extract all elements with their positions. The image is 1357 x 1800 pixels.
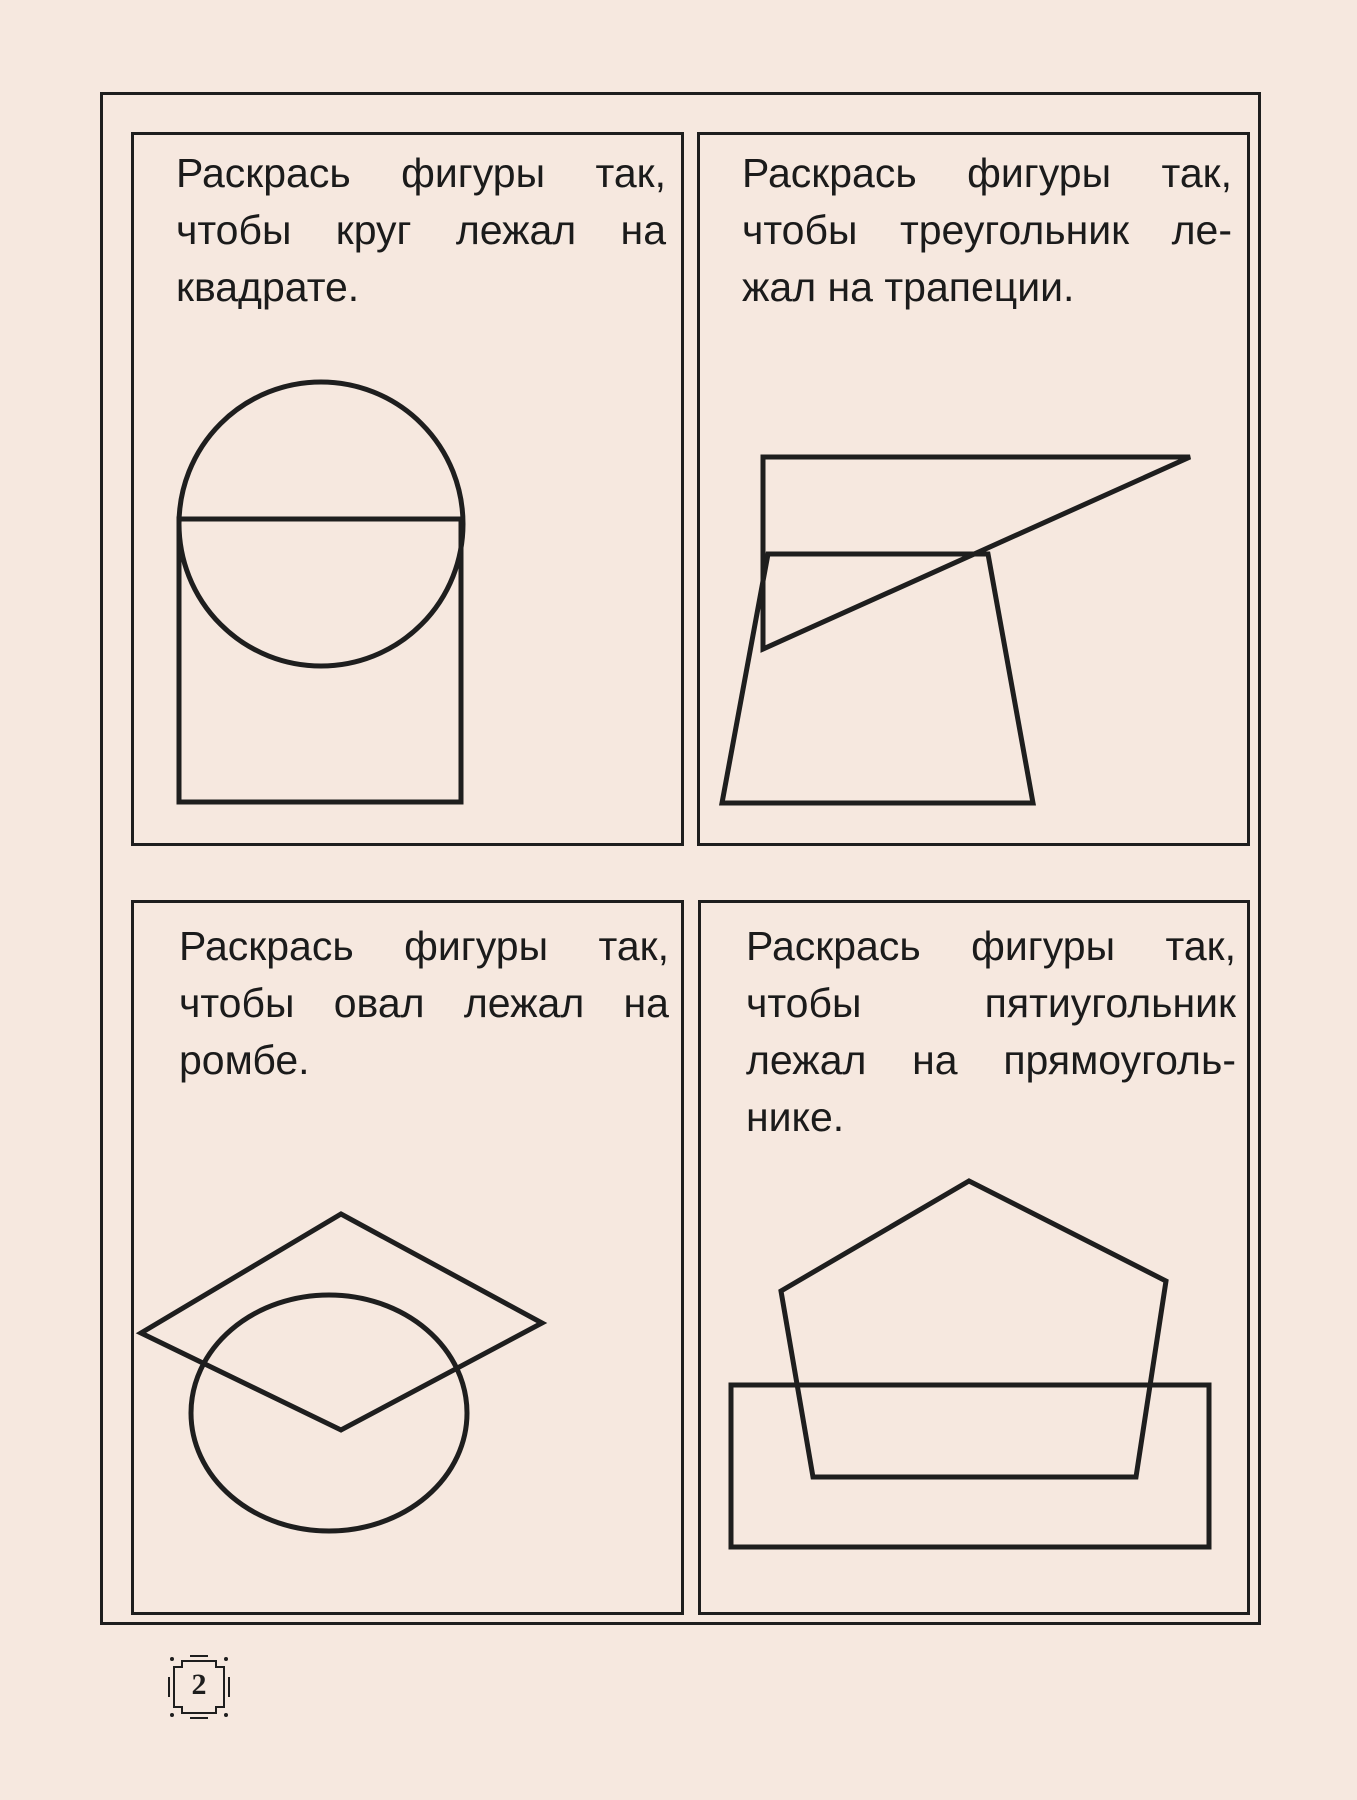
task-panel-oval-rhombus [131, 900, 684, 1615]
task-panel-circle-square [131, 132, 684, 846]
oval-on-rhombus-figure [134, 903, 684, 1615]
circle-on-square-figure [134, 135, 684, 846]
task-instruction-2: Раскрась фигуры так, чтобы треугольник ле-жал на трапеции. [742, 150, 1232, 310]
pentagon-on-rectangle-figure [701, 903, 1250, 1615]
task-instruction-1: Раскрась фигуры так, чтобы круг лежал на квадрате. [176, 150, 666, 310]
task-instruction-4: Раскрась фигуры так, чтобы пятиугольник лежал на прямоуголь-нике. [746, 923, 1236, 1140]
page-number: 2 [191, 1668, 207, 1701]
trapezoid-shape[interactable] [722, 554, 1033, 803]
rhombus-shape[interactable] [141, 1214, 542, 1430]
task-panel-triangle-trapezoid [697, 132, 1250, 846]
task-instruction-3: Раскрась фигуры так, чтобы овал лежал на ромбе. [179, 923, 669, 1083]
page-number-badge [168, 1655, 230, 1719]
circle-shape[interactable] [179, 382, 463, 666]
pentagon-shape[interactable] [781, 1181, 1166, 1477]
task-panel-pentagon-rectangle [698, 900, 1250, 1615]
square-shape[interactable] [179, 519, 461, 802]
oval-shape[interactable] [191, 1295, 467, 1531]
triangle-on-trapezoid-figure [700, 135, 1250, 846]
